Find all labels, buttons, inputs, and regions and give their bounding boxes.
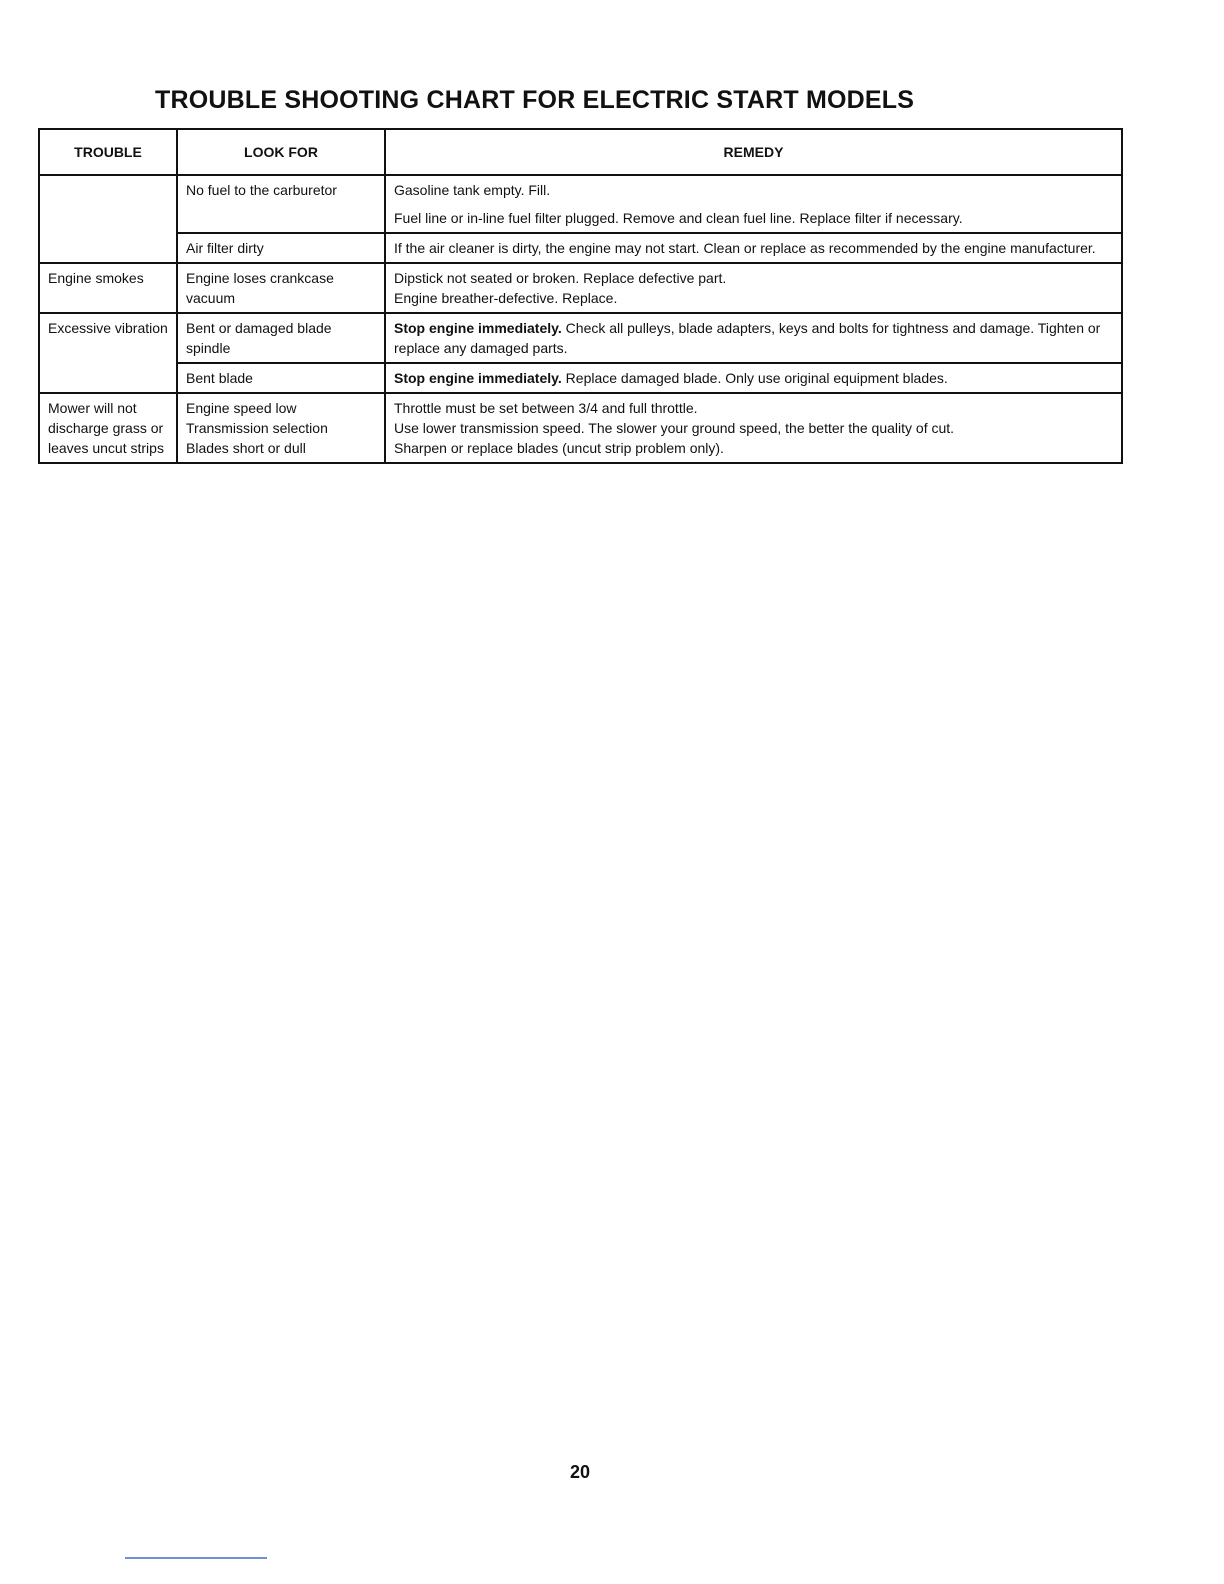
warning-text: Stop engine immediately. [394, 320, 562, 336]
look-for-cell: Engine loses crankcase vacuum [177, 263, 385, 313]
remedy-line: Use lower transmission speed. The slower your ground speed, the better the quality of cut. [394, 420, 955, 436]
look-for-line: Blades short or dull [186, 440, 306, 456]
remedy-text: Replace damaged blade. Only use original equipment blades. [565, 370, 948, 386]
page-number: 20 [569, 1462, 591, 1482]
remedy-cell [385, 313, 1122, 363]
remedy-cell [385, 393, 1122, 463]
troubleshooting-table [38, 128, 1123, 464]
trouble-cell: Excessive vibration [39, 313, 177, 393]
look-for-cell: Air filter dirty [177, 233, 385, 263]
page-title: TROUBLE SHOOTING CHART FOR ELECTRIC START MODELS [155, 86, 915, 114]
look-for-cell: Bent or damaged blade spindle [177, 313, 385, 363]
table-row [39, 233, 1122, 263]
remedy-text: Check all pulleys, blade adapters, keys and bolts for tightness and damage. Tighten or replace any damaged parts. [394, 320, 1101, 356]
remedy-cell [385, 175, 1122, 233]
remedy-line: Gasoline tank empty. Fill. [394, 182, 551, 198]
remedy-cell [385, 363, 1122, 393]
table-row [39, 363, 1122, 393]
footer-rule [125, 1557, 267, 1559]
remedy-cell: If the air cleaner is dirty, the engine may not start. Clean or replace as recommended by the engine manufacturer. [385, 233, 1122, 263]
column-header-trouble: TROUBLE [39, 129, 177, 175]
remedy-cell [385, 263, 1122, 313]
look-for-line: Engine speed low [186, 400, 297, 416]
look-for-cell: Bent blade [177, 363, 385, 393]
remedy-line: Engine breather-defective. Replace. [394, 290, 618, 306]
trouble-cell [39, 175, 177, 263]
column-header-look-for: LOOK FOR [177, 129, 385, 175]
look-for-cell [177, 393, 385, 463]
trouble-cell: Mower will not discharge grass or leaves uncut strips [39, 393, 177, 463]
look-for-cell: No fuel to the carburetor [177, 175, 385, 233]
table-header-row [39, 129, 1122, 175]
column-header-remedy: REMEDY [385, 129, 1122, 175]
table-row [39, 175, 1122, 233]
table-row [39, 313, 1122, 363]
table-row [39, 263, 1122, 313]
look-for-line: Transmission selection [186, 420, 328, 436]
remedy-line: Throttle must be set between 3/4 and full throttle. [394, 400, 698, 416]
table-row [39, 393, 1122, 463]
warning-text: Stop engine immediately. [394, 370, 562, 386]
trouble-cell: Engine smokes [39, 263, 177, 313]
remedy-line: Fuel line or in-line fuel filter plugged. Remove and clean fuel line. Replace filter if necessary. [394, 210, 963, 226]
remedy-line: Dipstick not seated or broken. Replace defective part. [394, 270, 727, 286]
remedy-line: Sharpen or replace blades (uncut strip problem only). [394, 440, 724, 456]
